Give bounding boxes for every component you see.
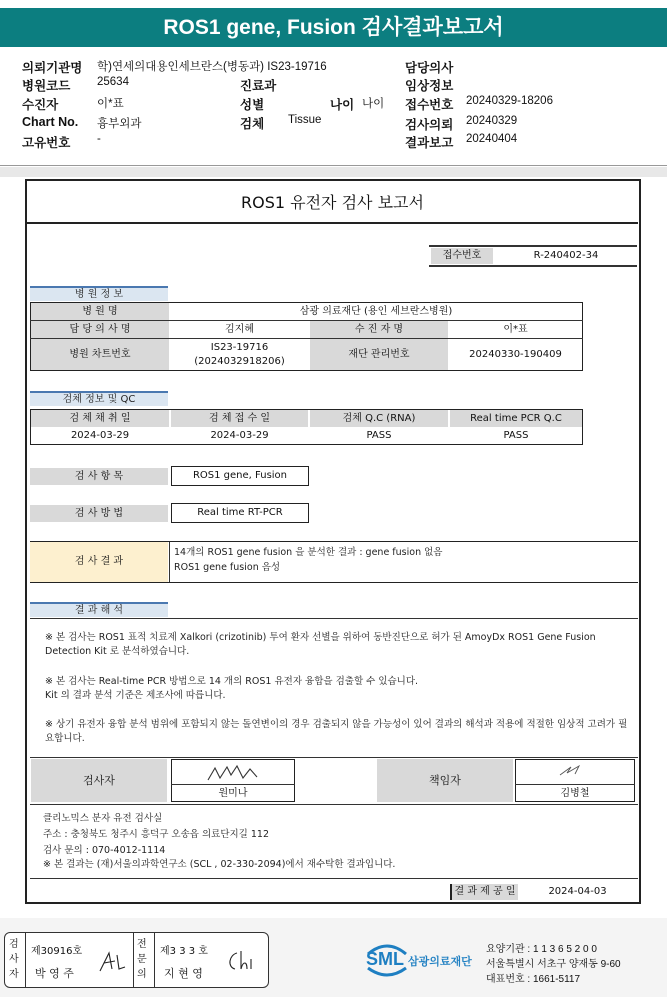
unique-no-value: - (97, 133, 101, 145)
chart-value-line1: IS23-19716 (210, 342, 269, 353)
result-line2: ROS1 gene fusion 음성 (174, 562, 281, 573)
foundation-value: 20240330-190409 (469, 349, 562, 360)
patient-info-header (0, 54, 667, 166)
sign-divider (171, 784, 295, 785)
vertical-char: 문 (137, 954, 147, 965)
result-label: 검 사 결 과 (30, 542, 168, 582)
footer-phone: 대표번호 : 1661-5117 (486, 974, 581, 985)
interp-line (30, 618, 638, 619)
foundation-name: 삼광의료재단 (408, 956, 472, 968)
issue-date: 2024-04-03 (548, 886, 607, 897)
specimen-value: Tissue (288, 114, 322, 126)
footer-tester-name: 박 영 주 (35, 967, 74, 980)
responsible-label: 책임자 (377, 759, 513, 802)
tester-vertical-label (9, 937, 21, 982)
issue-top-line (30, 878, 638, 879)
result-line1: 14개의 ROS1 gene fusion 을 분석한 결과 : gene fusion 없음 (174, 547, 443, 558)
footer-tester-signature (97, 949, 127, 975)
request-date-value: 20240329 (466, 115, 518, 127)
stamp-divider (154, 933, 155, 987)
lab-line: 클리노믹스 분자 유전 검사실 (43, 813, 163, 824)
qc-header: Real time PCR Q.C (450, 410, 582, 427)
vertical-char: 사 (9, 954, 19, 965)
receipt-label: 접수번호 (431, 248, 493, 264)
sml-logo-text: SML (366, 949, 404, 969)
items-label: 검 사 항 목 (30, 468, 168, 485)
vertical-char: 자 (9, 969, 19, 980)
interpretation-note: ※ 본 검사는 ROS1 표적 치료제 Xalkori (crizotinib) 투여 환자 선별을 위하여 동반진단으로 허가 된 AmoyDx ROS1 Gene Fusion Detection Kit 로 분석하였습니다. (45, 632, 596, 657)
qc-section: 검체 정보 및 QC (30, 391, 168, 406)
chart-no-label: Chart No. (22, 115, 79, 129)
physician-label: 담 당 의 사 명 (31, 321, 169, 338)
clinical-label: 임상정보 (405, 79, 454, 93)
hospital-code-label: 병원코드 (22, 79, 71, 93)
physician-value: 김지혜 (225, 324, 254, 335)
reviewer-vertical-label (137, 937, 149, 982)
items-value: ROS1 gene, Fusion (171, 466, 309, 486)
tester-signature (205, 763, 265, 783)
receipt-no-value: 20240329-18206 (466, 95, 553, 107)
responsible-signature (557, 763, 587, 779)
chart-no-value: 흉부외과 (97, 118, 142, 130)
dept-label: 진료과 (240, 79, 277, 93)
requesting-org-label: 의뢰기관명 (22, 61, 83, 75)
qc-value: 2024-03-29 (210, 430, 269, 441)
footer-address: 서울특별시 서초구 양재동 9-60 (486, 959, 621, 970)
age-label: 나이 (330, 98, 355, 112)
tester-name: 원미나 (218, 788, 248, 799)
foundation-label: 재단 관리번호 (310, 339, 448, 370)
method-value: Real time RT-PCR (171, 503, 309, 523)
hospital-name-label: 병 원 명 (31, 303, 169, 320)
qc-value: PASS (366, 430, 392, 441)
qc-header: 검 체 접 수 일 (171, 410, 308, 427)
sign-divider (515, 784, 635, 785)
separator-band (0, 167, 667, 177)
patient-label: 수진자 (22, 98, 59, 112)
footer-reviewer-no: 제3 3 3 호 (160, 946, 208, 957)
patient-name-value: 이*표 (503, 324, 528, 335)
interpretation-section: 결 과 해 석 (30, 602, 168, 617)
ros1-report-document (25, 179, 641, 904)
age-value: 나이 (362, 98, 385, 110)
report-document-title: ROS1 유전자 검사 보고서 (27, 181, 638, 224)
signature-stamp (4, 932, 269, 988)
request-date-label: 검사의뢰 (405, 118, 454, 132)
interpretation-note: ※ 상기 유전자 융합 분석 범위에 포함되지 않는 돌연변이의 경우 검출되지 않을 가능성이 있어 결과의 해석과 적용에 적절한 임상적 고려가 필요합니다. (45, 719, 628, 744)
result-divider (169, 542, 170, 582)
qc-header: 검체 Q.C (RNA) (310, 410, 448, 427)
sign-bottom-line (30, 804, 638, 805)
receipt-top-line (429, 245, 637, 247)
unique-no-label: 고유번호 (22, 136, 71, 150)
org-code: 요양기관 : 1 1 3 6 5 2 0 0 (486, 944, 597, 955)
stamp-divider (133, 933, 134, 987)
stamp-divider (25, 933, 26, 987)
lab-line: ※ 본 결과는 (재)서울의과학연구소 (SCL , 02-330-2094)에서 재수탁한 결과입니다. (43, 859, 396, 870)
vertical-char: 의 (137, 969, 147, 980)
vertical-char: 검 (9, 939, 19, 950)
qc-value: 2024-03-29 (70, 430, 130, 441)
interpretation-note: Kit 의 결과 분석 기준은 제조사에 따릅니다. (45, 690, 226, 701)
report-title-bar: ROS1 gene, Fusion 검사결과보고서 (0, 8, 667, 47)
footer-reviewer-signature (225, 947, 259, 975)
report-date-label: 결과보고 (405, 136, 454, 150)
doctor-label: 담당의사 (405, 61, 454, 75)
issue-label: 결 과 제 공 일 (450, 884, 518, 900)
interpretation-note: ※ 본 검사는 Real-time PCR 방법으로 14 개의 ROS1 유전자 융합을 검출할 수 있습니다. (45, 676, 419, 687)
qc-header: 검 체 채 취 일 (31, 410, 169, 427)
chart-value-line2: (2024032918206) (194, 356, 285, 367)
hospital-name-value: 삼광 의료재단 (용인 세브란스병원) (299, 306, 453, 317)
qc-value: PASS (503, 430, 529, 441)
sign-top-line (30, 757, 638, 758)
vertical-char: 전 (137, 939, 147, 950)
footer-reviewer-name: 지 현 영 (164, 967, 203, 980)
responsible-name: 김병철 (560, 788, 590, 799)
receipt-bottom-line (429, 265, 637, 267)
sex-label: 성별 (240, 98, 265, 112)
requesting-org-value: 학)연세의대용인세브란스(병동과) IS23-19716 (97, 61, 327, 73)
hospital-info-section: 병 원 정 보 (30, 286, 168, 301)
footer-tester-no: 제30916호 (31, 946, 83, 957)
method-label: 검 사 방 법 (30, 505, 168, 522)
patient-name-label: 수 진 자 명 (310, 321, 448, 338)
lab-line: 검사 문의 : 070-4012-1114 (43, 845, 166, 856)
receipt-value: R-240402-34 (533, 250, 599, 261)
receipt-no-label: 접수번호 (405, 98, 454, 112)
tester-label: 검사자 (31, 759, 167, 802)
hospital-code-value: 25634 (97, 76, 129, 88)
chart-label: 병원 차트번호 (31, 339, 169, 370)
specimen-label: 검체 (240, 117, 265, 131)
report-date-value: 20240404 (466, 133, 518, 145)
lab-line: 주소 : 충청북도 청주시 흥덕구 오송읍 의료단지길 112 (43, 829, 270, 840)
patient-value: 이*표 (97, 98, 124, 110)
